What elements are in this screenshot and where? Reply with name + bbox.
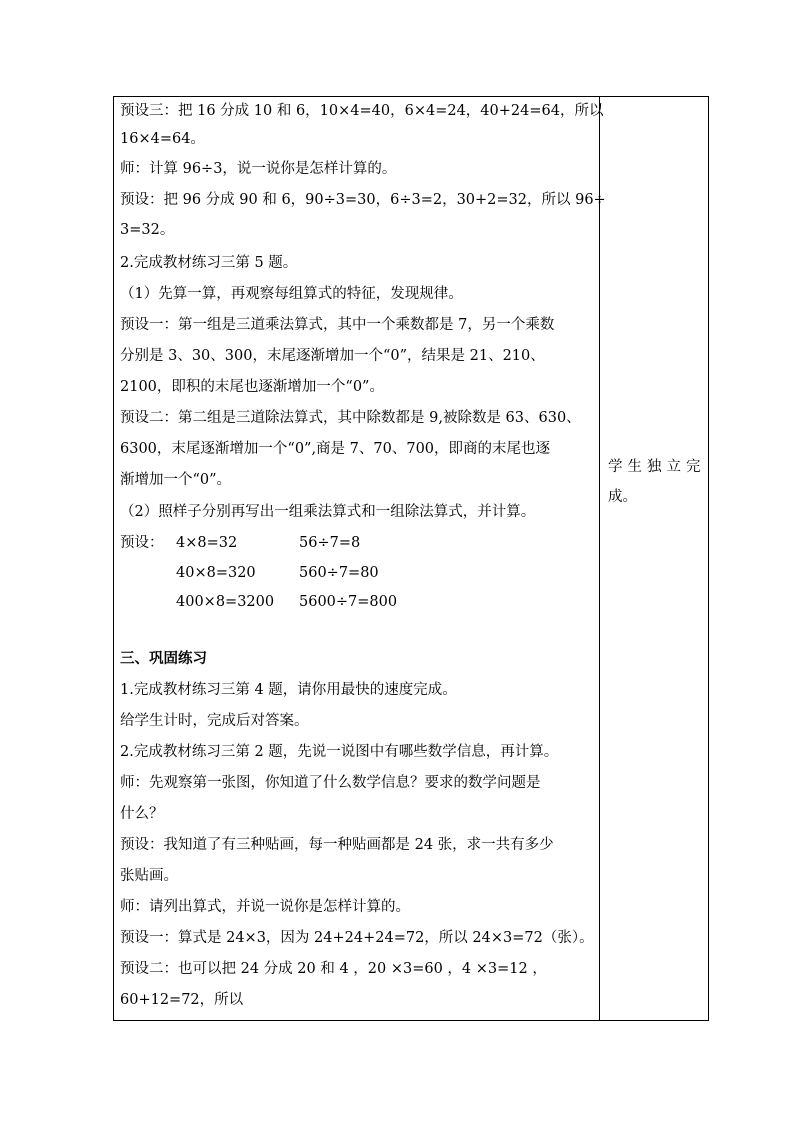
text-line: 师：请列出算式，并说一说你是怎样计算的。 <box>120 899 410 915</box>
example-mul: 400×8=3200 <box>176 594 275 610</box>
text-line: 师：计算 96÷3，说一说你是怎样计算的。 <box>120 161 397 177</box>
example-mul: 40×8=320 <box>176 565 256 581</box>
text-line: 预设二：也可以把 24 分成 20 和 4 ，20 ×3=60 ，4 ×3=12 ， <box>120 961 547 977</box>
text-line: 渐增加一个“0”。 <box>120 472 232 488</box>
example-mul: 4×8=32 <box>176 535 238 551</box>
text-line: 分别是 3、30、300，末尾逐渐增加一个“0”，结果是 21、210、 <box>120 348 545 364</box>
text-line: 师：先观察第一张图，你知道了什么数学信息？要求的数学问题是 <box>120 775 541 791</box>
teaching-process-cell <box>114 97 606 1020</box>
text-line: 预设二：第二组是三道除法算式，其中除数都是 9,被除数是 63、630、 <box>120 410 581 426</box>
text-line: 张贴画。 <box>120 868 178 884</box>
text-line: 什么？ <box>120 806 164 822</box>
example-div: 560÷7=80 <box>299 565 379 581</box>
example-div: 5600÷7=800 <box>299 594 398 610</box>
text-line: 6300，末尾逐渐增加一个“0”,商是 7、70、700，即商的末尾也逐 <box>120 441 551 457</box>
student-activity-text: 成。 <box>608 489 637 505</box>
text-line: 2.完成教材练习三第 5 题。 <box>120 255 298 271</box>
text-line: 2100，即积的末尾也逐渐增加一个“0”。 <box>120 379 384 395</box>
text-line: 预设一：算式是 24×3，因为 24+24+24=72，所以 24×3=72（张）。 <box>120 930 594 946</box>
text-line: 预设一：第一组是三道乘法算式，其中一个乘数都是 7，另一个乘数 <box>120 317 555 333</box>
text-line: 16×4=64。 <box>120 131 205 147</box>
text-line: 给学生计时，完成后对答案。 <box>120 713 309 729</box>
example-prefix: 预设： <box>120 535 164 551</box>
text-line: 3=32。 <box>120 222 175 238</box>
text-line: 60+12=72，所以 <box>120 992 244 1008</box>
text-line: 2.完成教材练习三第 2 题，先说一说图中有哪些数学信息，再计算。 <box>120 744 559 760</box>
lesson-table <box>113 96 709 1021</box>
text-line: （2）照样子分别再写出一组乘法算式和一组除法算式，并计算。 <box>120 504 536 520</box>
example-div: 56÷7=8 <box>299 535 361 551</box>
section-title: 三、巩固练习 <box>120 650 207 667</box>
student-activity-cell <box>600 97 708 1020</box>
text-line: 预设三：把 16 分成 10 和 6，10×4=40，6×4=24，40+24=64，所以 <box>120 103 604 119</box>
text-line: 预设：我知道了有三种贴画，每一种贴画都是 24 张，求一共有多少 <box>120 837 554 853</box>
text-line: 1.完成教材练习三第 4 题，请你用最快的速度完成。 <box>120 682 457 698</box>
student-activity-text: 学生独立完 <box>608 459 706 475</box>
text-line: 预设：把 96 分成 90 和 6，90÷3=30，6÷3=2，30+2=32，所以 96÷ <box>120 192 606 208</box>
text-line: （1）先算一算，再观察每组算式的特征，发现规律。 <box>120 286 463 302</box>
